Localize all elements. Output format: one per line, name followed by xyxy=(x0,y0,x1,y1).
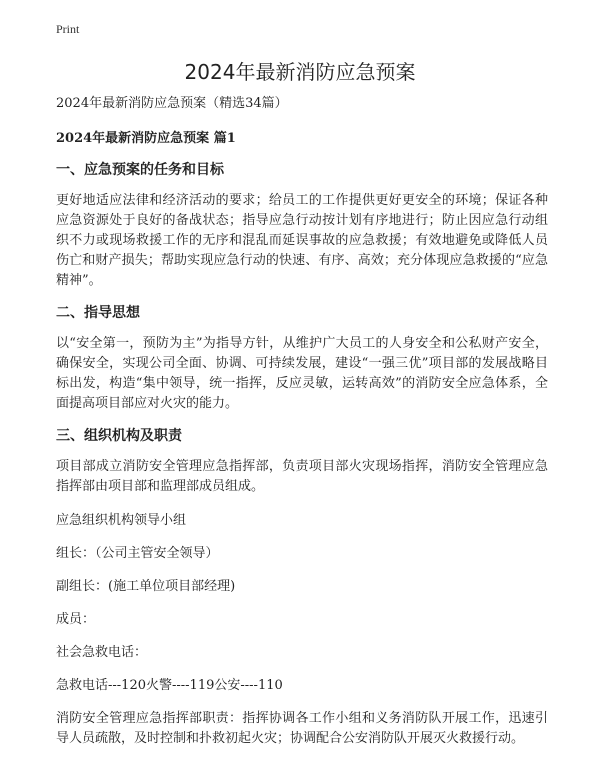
line-phone-numbers: 急救电话---120火警----119公安----110 xyxy=(56,678,283,693)
section-heading-organization: 三、组织机构及职责 xyxy=(56,428,182,444)
section-heading-tasks: 一、应急预案的任务和目标 xyxy=(56,162,224,178)
print-link[interactable]: Print xyxy=(56,22,80,36)
article-heading: 2024年最新消防应急预案 篇1 xyxy=(56,131,236,146)
document-subtitle: 2024年最新消防应急预案（精选34篇） xyxy=(56,96,288,111)
section-paragraph-tasks: 更好地适应法律和经济活动的要求；给员工的工作提供更好更安全的环境；保证各种应急资源处于良好的备战状态；指导应急行动按计划有序地进行；防止因应急行动组织不力或现场救援工作的无序和混乱而延误事故的应急救援；有效地避免或降低人员伤亡和财产损失；帮助实现应急行动的快速、有序、高效；充分体现应急救援的“应急精神”。 xyxy=(56,193,548,288)
document-body xyxy=(56,94,548,760)
line-leadership-group: 应急组织机构领导小组 xyxy=(56,513,187,528)
line-group-leader: 组长：（公司主管安全领导） xyxy=(56,546,219,561)
section-paragraph-organization: 项目部成立消防安全管理应急指挥部，负责项目部火灾现场指挥，消防安全管理应急指挥部由项目部和监理部成员组成。 xyxy=(56,459,548,494)
section-heading-guiding: 二、指导思想 xyxy=(56,305,140,321)
line-emergency-phones: 社会急救电话： xyxy=(56,645,148,660)
section-paragraph-guiding: 以“安全第一，预防为主”为指导方针，从维护广大员工的人身安全和公私财产安全，确保安全，实现公司全面、协调、可持续发展，建设“一强三优”项目部的发展战略目标出发，构造“集中领导，统一指挥，反应灵敏，运转高效”的消防安全应急体系，全面提高项目部应对火灾的能力。 xyxy=(56,336,548,411)
line-members: 成员： xyxy=(56,612,96,627)
document-title: 2024年最新消防应急预案 xyxy=(184,60,416,84)
final-paragraph: 消防安全管理应急指挥部职责：指挥协调各工作小组和义务消防队开展工作，迅速引导人员疏散，及时控制和扑救初起火灾；协调配合公安消防队开展灭火救援行动。 xyxy=(56,711,548,746)
line-deputy-leader: 副组长：(施工单位项目部经理) xyxy=(56,579,236,594)
